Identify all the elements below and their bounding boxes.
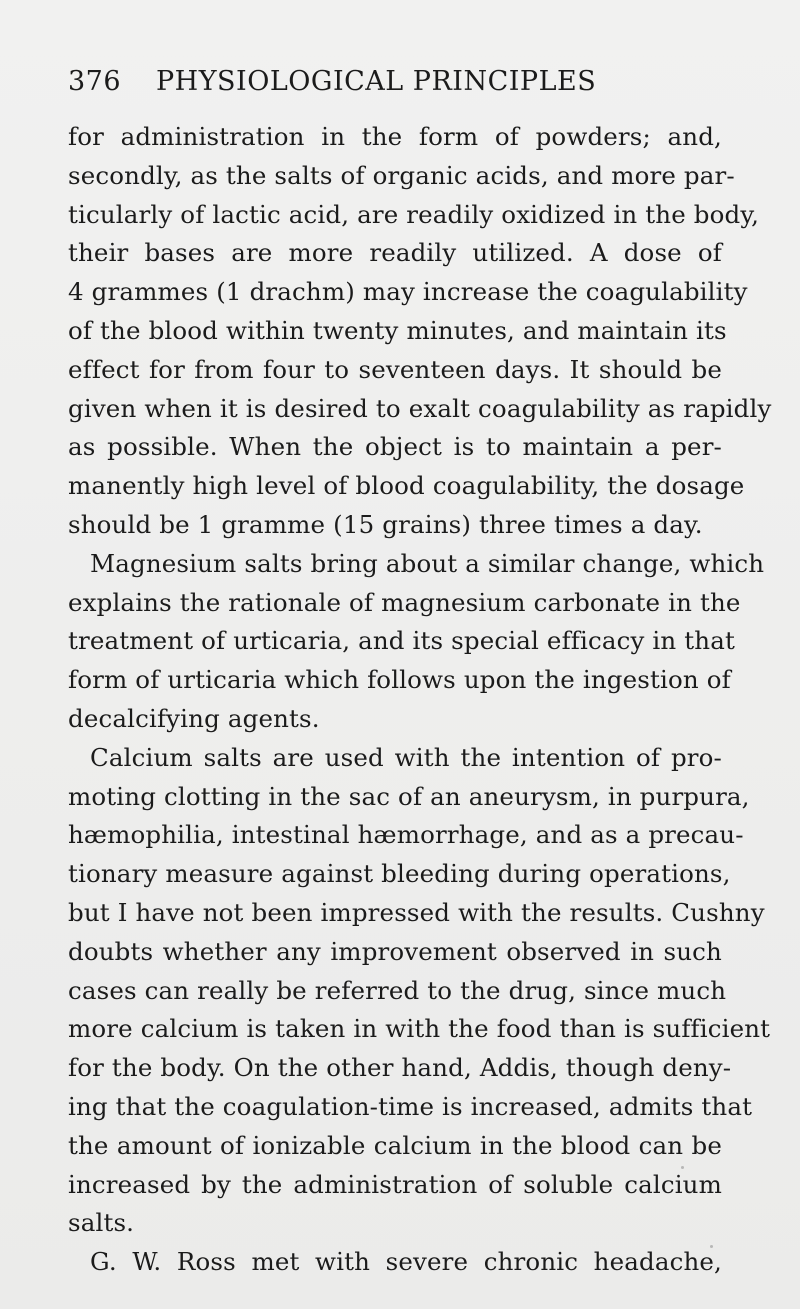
text-line: given when it is desired to exalt coagulability as rapidly bbox=[68, 393, 772, 423]
text-line: form of urticaria which follows upon the ingestion of bbox=[68, 665, 731, 695]
text-line: as possible. When the object is to maintain a per- bbox=[68, 432, 722, 462]
paragraph-start: Calcium salts are used with the intention of pro- bbox=[90, 742, 722, 772]
text-line: treatment of urticaria, and its special efficacy in that bbox=[68, 626, 735, 656]
paragraph-start: G. W. Ross met with severe chronic headache, bbox=[90, 1247, 722, 1277]
text-line: more calcium is taken in with the food than is sufficient bbox=[68, 1014, 771, 1044]
text-line: should be 1 gramme (15 grains) three times a day. bbox=[68, 509, 703, 539]
text-line: for administration in the form of powders; and, bbox=[68, 122, 722, 151]
text-line: ticularly of lactic acid, are readily oxidized in the body, bbox=[68, 199, 760, 229]
text-line: but I have not been impressed with the results. Cushny bbox=[68, 897, 765, 927]
text-line: cases can really be referred to the drug, since much bbox=[68, 975, 727, 1005]
text-line: increased by the administration of soluble calcium bbox=[68, 1169, 722, 1199]
text-line: their bases are more readily utilized. A dose of bbox=[68, 238, 722, 268]
text-line: for the body. On the other hand, Addis, though deny- bbox=[68, 1053, 732, 1083]
text-line: hæmophilia, intestinal hæmorrhage, and as a precau- bbox=[68, 820, 744, 850]
text-line: explains the rationale of magnesium carbonate in the bbox=[68, 587, 741, 617]
page-number: 376 bbox=[68, 66, 122, 97]
paper-speck bbox=[681, 1166, 684, 1169]
text-line: moting clotting in the sac of an aneurysm, in purpura, bbox=[68, 781, 750, 811]
paragraph-start: Magnesium salts bring about a similar change, which bbox=[90, 548, 765, 578]
text-line: of the blood within twenty minutes, and maintain its bbox=[68, 315, 727, 345]
running-title: PHYSIOLOGICAL PRINCIPLES bbox=[156, 66, 597, 97]
running-head bbox=[68, 58, 722, 106]
text-line: manently high level of blood coagulability, the dosage bbox=[68, 471, 745, 501]
text-line: salts. bbox=[68, 1208, 135, 1238]
text-line: 4 grammes (1 drachm) may increase the coagulability bbox=[68, 277, 748, 307]
text-line: the amount of ionizable calcium in the blood can be bbox=[68, 1130, 722, 1160]
text-line: effect for from four to seventeen days. It should be bbox=[68, 354, 722, 384]
paper-speck bbox=[710, 1245, 713, 1248]
text-line: tionary measure against bleeding during operations, bbox=[68, 859, 731, 889]
text-line: ing that the coagulation-time is increased, admits that bbox=[68, 1091, 753, 1121]
text-line: decalcifying agents. bbox=[68, 703, 320, 733]
body-text bbox=[68, 118, 772, 1282]
text-line: doubts whether any improvement observed in such bbox=[68, 936, 722, 966]
text-line: secondly, as the salts of organic acids, and more par- bbox=[68, 160, 735, 190]
